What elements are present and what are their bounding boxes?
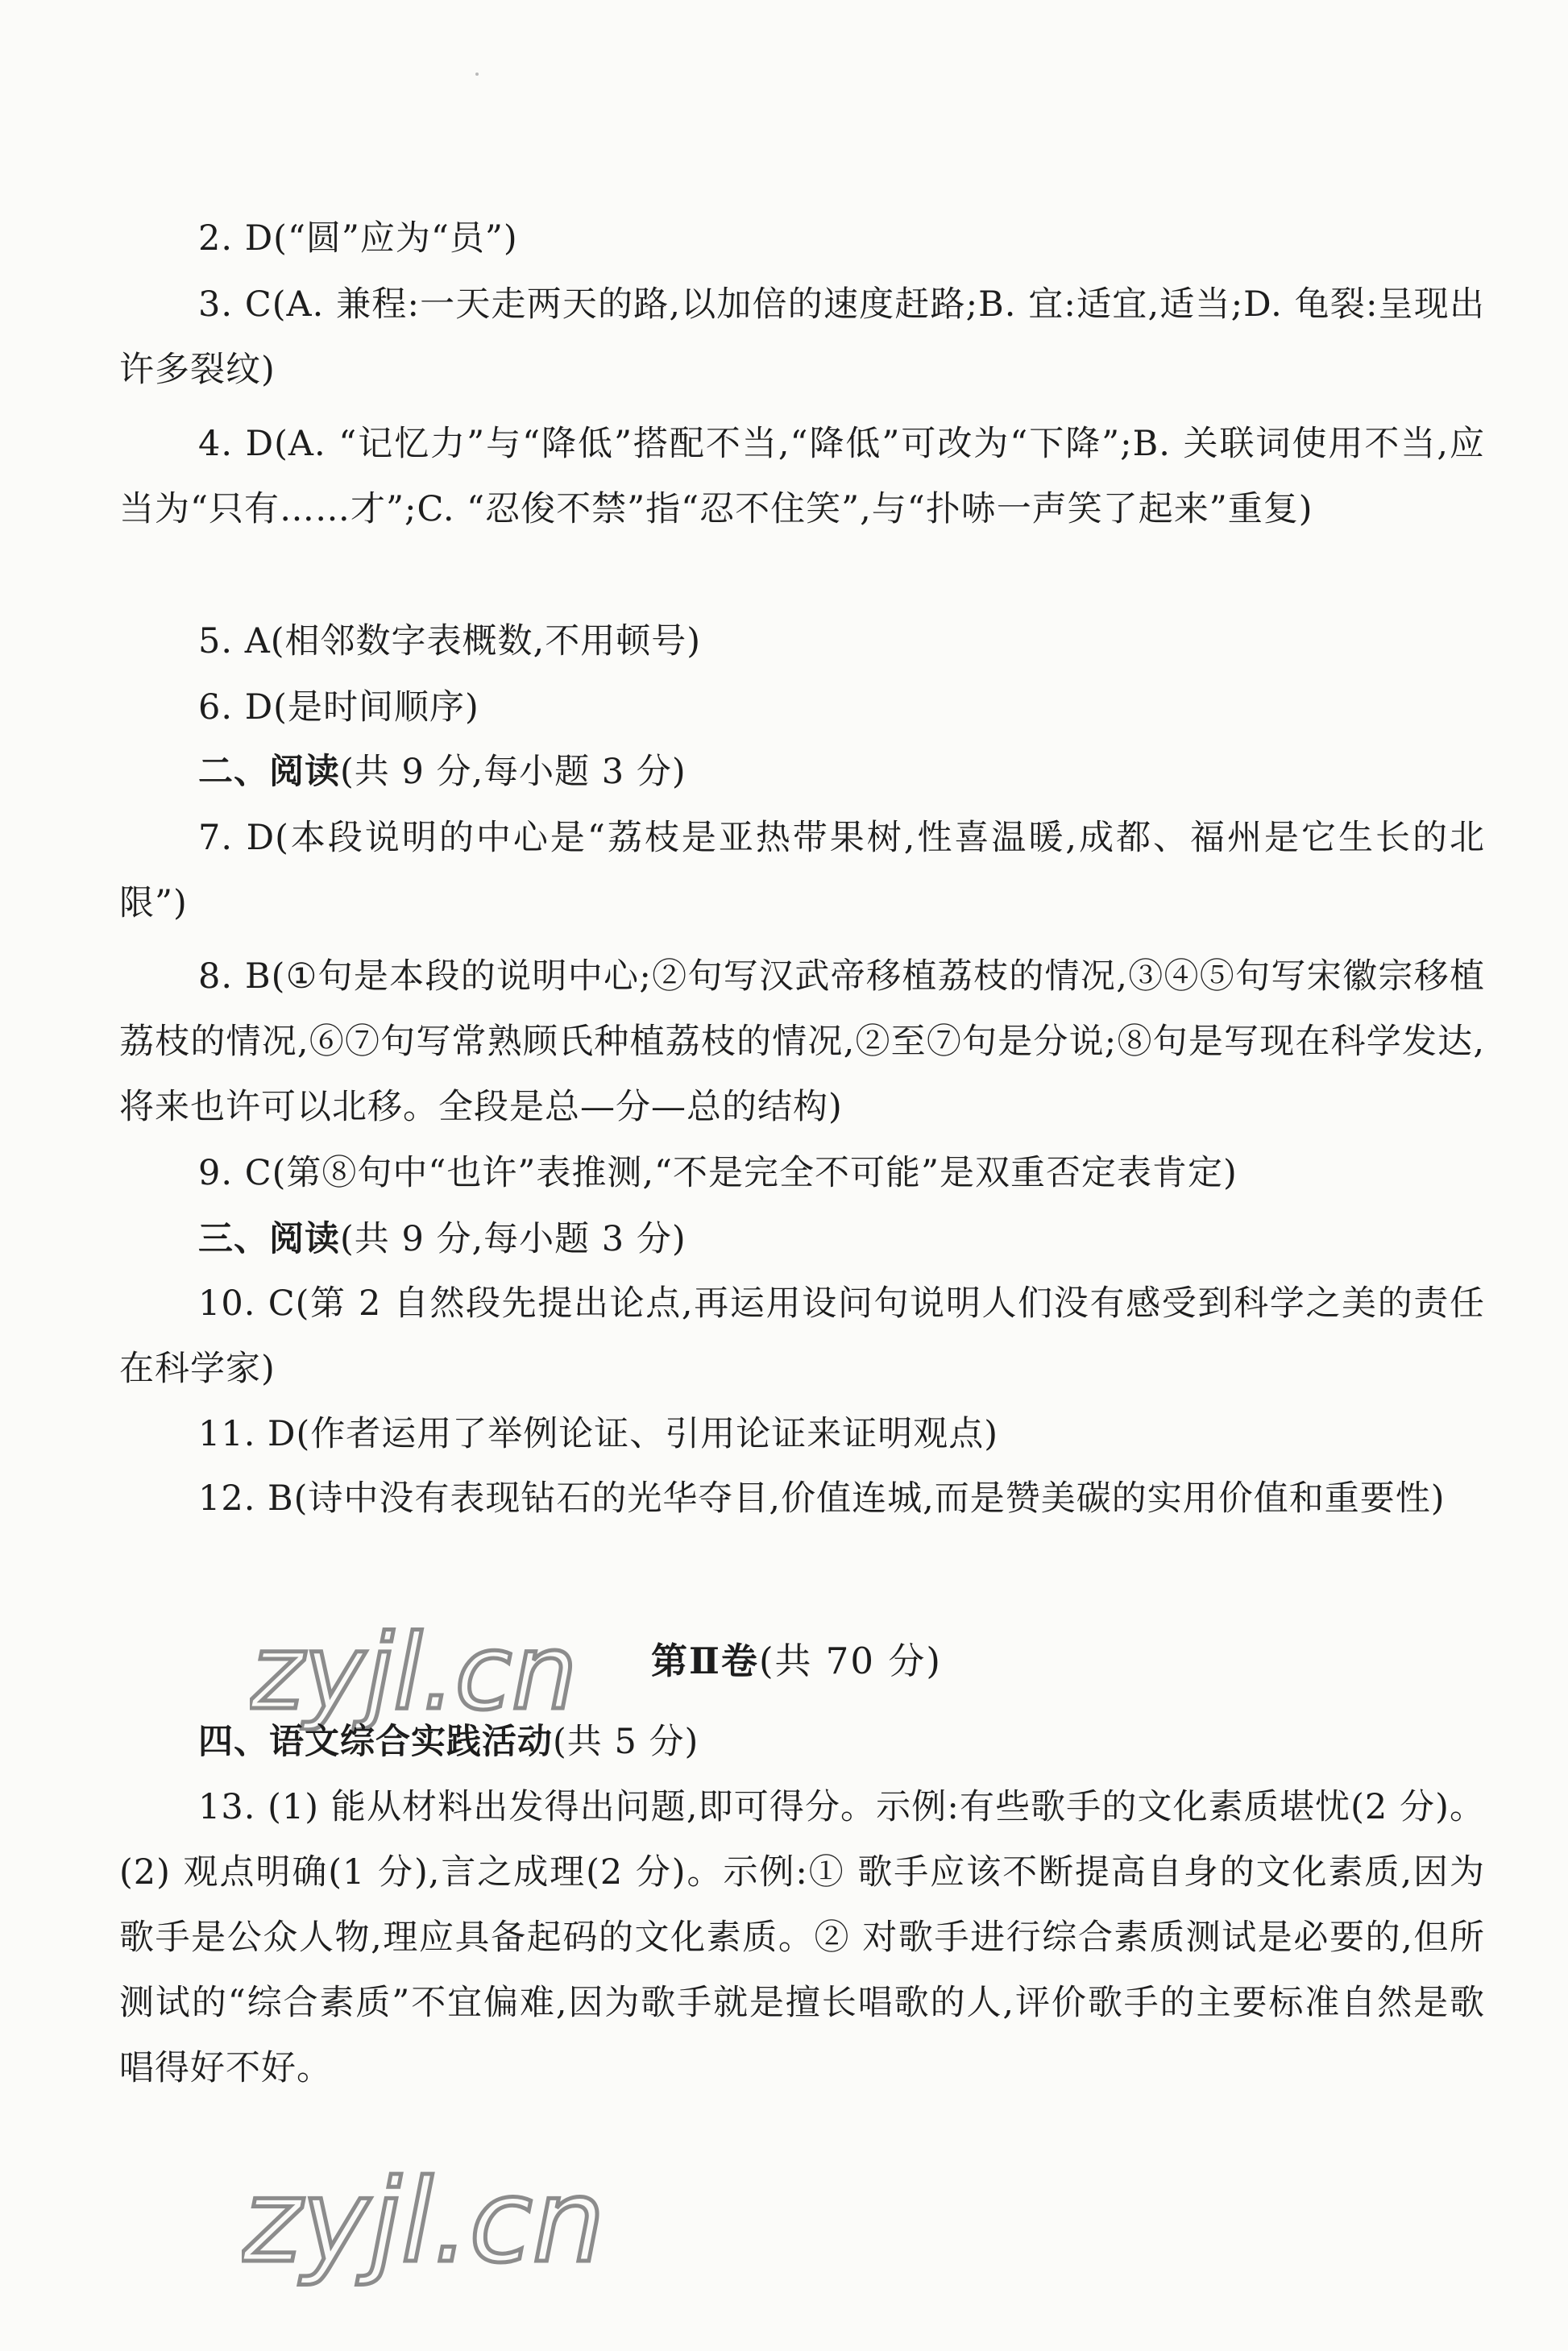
- answer-q4: 4. D(A. “记忆力”与“降低”搭配不当,“降低”可改为“下降”;B. 关联词使用不当,应当为“只有……才”;C. “忍俊不禁”指“忍不住笑”,与“扑哧一声笑了起来”重复): [119, 424, 1485, 529]
- answer-q10: 10. C(第 2 自然段先提出论点,再运用设问句说明人们没有感受到科学之美的责任在科学家): [119, 1283, 1485, 1389]
- answer-q11: 11. D(作者运用了举例论证、引用论证来证明观点): [198, 1414, 999, 1454]
- answer-q12: 12. B(诗中没有表现钻石的光华夺目,价值连城,而是赞美碳的实用价值和重要性): [198, 1478, 1446, 1519]
- heading-part4-title: 四、语文综合实践活动: [198, 1722, 553, 1762]
- answer-q8: 8. B(①句是本段的说明中心;②句写汉武帝移植荔枝的情况,③④⑤句写宋徽宗移植荔枝的情况,⑥⑦句写常熟顾氏种植荔枝的情况,②至⑦句是分说;⑧句是写现在科学发达,将来也许可以北移。全段是总—分—总的结构): [119, 956, 1485, 1127]
- section-title: [651, 1628, 942, 1694]
- heading-part4-note: (共 5 分): [553, 1722, 699, 1762]
- heading-part3: [198, 1207, 687, 1272]
- answer-q7: 7. D(本段说明的中心是“荔枝是亚热带果树,性喜温暖,成都、福州是它生长的北限”): [119, 818, 1485, 923]
- answer-q13: 13. (1) 能从材料出发得出问题,即可得分。示例:有些歌手的文化素质堪忧(2 分)。(2) 观点明确(1 分),言之成理(2 分)。示例:① 歌手应该不断提高自身的文化素质,因为歌手是公众人物,理应具备起码的文化素质。② 对歌手进行综合素质测试是必要的,但所测试的“综合素质”不宜偏难,因为歌手就是擅长唱歌的人,评价歌手的主要标准自然是歌唱得好不好。: [119, 1787, 1485, 2088]
- answer-q9: 9. C(第⑧句中“也许”表推测,“不是完全不可能”是双重否定表肯定): [198, 1153, 1238, 1193]
- watermark-text-bottom: zyjl.cn: [242, 2167, 605, 2288]
- heading-part2-note: (共 9 分,每小题 3 分): [340, 752, 687, 792]
- heading-part2: [198, 740, 687, 805]
- section-title-note: (共 70 分): [758, 1640, 942, 1682]
- heading-part4: [198, 1710, 699, 1775]
- answer-q6: 6. D(是时间顺序): [198, 687, 479, 728]
- heading-part2-title: 二、阅读: [198, 752, 340, 792]
- watermark-text: zyjl.cn: [250, 1626, 578, 1731]
- answer-q2: 2. D(“圆”应为“员”): [198, 218, 518, 259]
- watermark-logo-bottom: [242, 2167, 677, 2288]
- scan-speck: [475, 73, 479, 76]
- heading-part3-title: 三、阅读: [198, 1219, 340, 1259]
- answer-q3: 3. C(A. 兼程:一天走两天的路,以加倍的速度赶路;B. 宜:适宜,适当;D. 龟裂:呈现出许多裂纹): [119, 284, 1485, 390]
- heading-part3-note: (共 9 分,每小题 3 分): [340, 1219, 687, 1259]
- answer-q5: 5. A(相邻数字表概数,不用顿号): [198, 621, 701, 661]
- section-title-main: 第Ⅱ卷: [651, 1640, 759, 1682]
